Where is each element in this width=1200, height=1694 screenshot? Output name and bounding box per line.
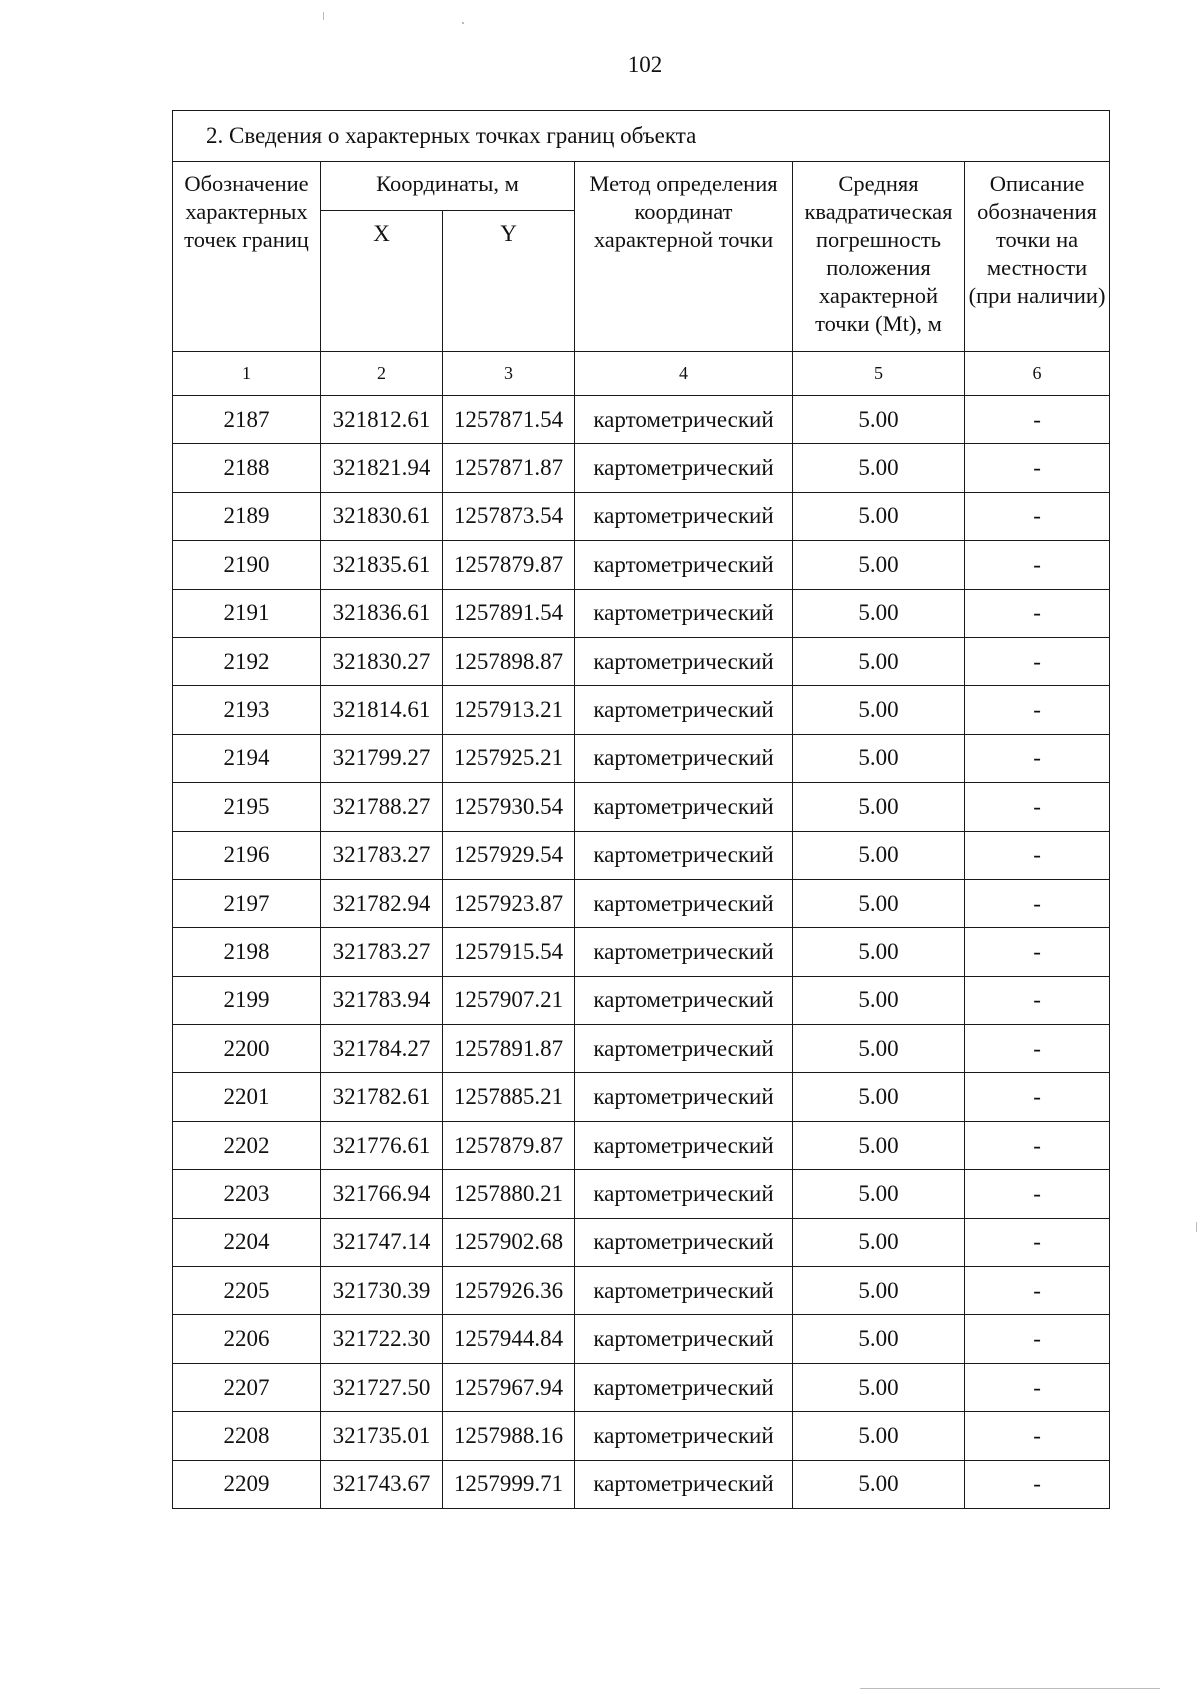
- point-number-cell: 2198: [173, 928, 321, 976]
- header-description: Описание обозначения точки на местности (при наличии): [965, 162, 1110, 352]
- error-cell: 5.00: [793, 1073, 965, 1121]
- error-cell: 5.00: [793, 1267, 965, 1315]
- point-number-cell: 2197: [173, 879, 321, 927]
- x-coordinate-cell: 321783.94: [321, 976, 443, 1024]
- error-cell: 5.00: [793, 1121, 965, 1169]
- x-coordinate-cell: 321835.61: [321, 541, 443, 589]
- x-coordinate-cell: 321722.30: [321, 1315, 443, 1363]
- table-row: [173, 1315, 1110, 1363]
- x-coordinate-cell: 321783.27: [321, 831, 443, 879]
- description-cell: -: [965, 831, 1110, 879]
- point-number-cell: 2194: [173, 734, 321, 782]
- point-number-cell: 2209: [173, 1460, 321, 1508]
- table-body: [173, 396, 1110, 1509]
- method-cell: картометрический: [575, 541, 793, 589]
- point-number-cell: 2199: [173, 976, 321, 1024]
- description-cell: -: [965, 1121, 1110, 1169]
- method-cell: картометрический: [575, 396, 793, 444]
- y-coordinate-cell: 1257885.21: [443, 1073, 575, 1121]
- table-row: [173, 396, 1110, 444]
- column-number: 6: [965, 352, 1110, 396]
- table-row: [173, 831, 1110, 879]
- error-cell: 5.00: [793, 589, 965, 637]
- description-cell: -: [965, 396, 1110, 444]
- x-coordinate-cell: 321830.27: [321, 637, 443, 685]
- description-cell: -: [965, 1267, 1110, 1315]
- table-row: [173, 589, 1110, 637]
- method-cell: картометрический: [575, 1170, 793, 1218]
- error-cell: 5.00: [793, 1025, 965, 1073]
- x-coordinate-cell: 321814.61: [321, 686, 443, 734]
- description-cell: -: [965, 976, 1110, 1024]
- y-coordinate-cell: 1257967.94: [443, 1363, 575, 1411]
- y-coordinate-cell: 1257925.21: [443, 734, 575, 782]
- point-number-cell: 2201: [173, 1073, 321, 1121]
- x-coordinate-cell: 321830.61: [321, 492, 443, 540]
- table-row: [173, 1412, 1110, 1460]
- description-cell: -: [965, 541, 1110, 589]
- x-coordinate-cell: 321730.39: [321, 1267, 443, 1315]
- error-cell: 5.00: [793, 928, 965, 976]
- description-cell: -: [965, 1170, 1110, 1218]
- table-row: [173, 1121, 1110, 1169]
- point-number-cell: 2207: [173, 1363, 321, 1411]
- y-coordinate-cell: 1257879.87: [443, 1121, 575, 1169]
- description-cell: -: [965, 637, 1110, 685]
- method-cell: картометрический: [575, 831, 793, 879]
- description-cell: -: [965, 783, 1110, 831]
- table-row: [173, 686, 1110, 734]
- header-x: X: [321, 211, 443, 352]
- description-cell: -: [965, 1315, 1110, 1363]
- boundary-points-table: [172, 110, 1110, 1509]
- y-coordinate-cell: 1257999.71: [443, 1460, 575, 1508]
- x-coordinate-cell: 321727.50: [321, 1363, 443, 1411]
- x-coordinate-cell: 321735.01: [321, 1412, 443, 1460]
- table-row: [173, 1267, 1110, 1315]
- y-coordinate-cell: 1257915.54: [443, 928, 575, 976]
- table-row: [173, 783, 1110, 831]
- point-number-cell: 2200: [173, 1025, 321, 1073]
- y-coordinate-cell: 1257902.68: [443, 1218, 575, 1266]
- y-coordinate-cell: 1257871.54: [443, 396, 575, 444]
- header-error: Средняя квадратическая погрешность положения характерной точки (Mt), м: [793, 162, 965, 352]
- table-row: [173, 1025, 1110, 1073]
- x-coordinate-cell: 321836.61: [321, 589, 443, 637]
- point-number-cell: 2206: [173, 1315, 321, 1363]
- error-cell: 5.00: [793, 492, 965, 540]
- method-cell: картометрический: [575, 928, 793, 976]
- error-cell: 5.00: [793, 1460, 965, 1508]
- table-row: [173, 734, 1110, 782]
- column-number: 5: [793, 352, 965, 396]
- y-coordinate-cell: 1257891.87: [443, 1025, 575, 1073]
- error-cell: 5.00: [793, 831, 965, 879]
- description-cell: -: [965, 589, 1110, 637]
- page-number: 102: [627, 52, 663, 77]
- description-cell: -: [965, 492, 1110, 540]
- x-coordinate-cell: 321784.27: [321, 1025, 443, 1073]
- y-coordinate-cell: 1257988.16: [443, 1412, 575, 1460]
- error-cell: 5.00: [793, 734, 965, 782]
- column-number: 2: [321, 352, 443, 396]
- column-number-row: [173, 352, 1110, 396]
- description-cell: -: [965, 879, 1110, 927]
- method-cell: картометрический: [575, 637, 793, 685]
- description-cell: -: [965, 928, 1110, 976]
- error-cell: 5.00: [793, 1170, 965, 1218]
- error-cell: 5.00: [793, 1412, 965, 1460]
- x-coordinate-cell: 321788.27: [321, 783, 443, 831]
- error-cell: 5.00: [793, 1218, 965, 1266]
- method-cell: картометрический: [575, 1315, 793, 1363]
- y-coordinate-cell: 1257880.21: [443, 1170, 575, 1218]
- error-cell: 5.00: [793, 1315, 965, 1363]
- point-number-cell: 2196: [173, 831, 321, 879]
- description-cell: -: [965, 444, 1110, 492]
- point-number-cell: 2187: [173, 396, 321, 444]
- method-cell: картометрический: [575, 1267, 793, 1315]
- error-cell: 5.00: [793, 783, 965, 831]
- point-number-cell: 2204: [173, 1218, 321, 1266]
- header-designation: Обозначение характерных точек границ: [173, 162, 321, 352]
- method-cell: картометрический: [575, 444, 793, 492]
- point-number-cell: 2192: [173, 637, 321, 685]
- description-cell: -: [965, 1218, 1110, 1266]
- method-cell: картометрический: [575, 783, 793, 831]
- error-cell: 5.00: [793, 637, 965, 685]
- table-row: [173, 1363, 1110, 1411]
- scan-mark: [860, 1688, 1160, 1689]
- error-cell: 5.00: [793, 444, 965, 492]
- point-number-cell: 2208: [173, 1412, 321, 1460]
- error-cell: 5.00: [793, 686, 965, 734]
- scan-mark: [1196, 1222, 1197, 1232]
- x-coordinate-cell: 321799.27: [321, 734, 443, 782]
- y-coordinate-cell: 1257913.21: [443, 686, 575, 734]
- table-row: [173, 541, 1110, 589]
- point-number-cell: 2191: [173, 589, 321, 637]
- point-number-cell: 2203: [173, 1170, 321, 1218]
- method-cell: картометрический: [575, 1363, 793, 1411]
- x-coordinate-cell: 321782.61: [321, 1073, 443, 1121]
- description-cell: -: [965, 1412, 1110, 1460]
- x-coordinate-cell: 321743.67: [321, 1460, 443, 1508]
- y-coordinate-cell: 1257923.87: [443, 879, 575, 927]
- y-coordinate-cell: 1257907.21: [443, 976, 575, 1024]
- scan-mark: [323, 12, 324, 20]
- x-coordinate-cell: 321776.61: [321, 1121, 443, 1169]
- table-row: [173, 976, 1110, 1024]
- point-number-cell: 2202: [173, 1121, 321, 1169]
- section-title: 2. Сведения о характерных точках границ объекта: [173, 111, 1110, 162]
- method-cell: картометрический: [575, 879, 793, 927]
- header-method: Метод определения координат характерной точки: [575, 162, 793, 352]
- method-cell: картометрический: [575, 1460, 793, 1508]
- x-coordinate-cell: 321783.27: [321, 928, 443, 976]
- method-cell: картометрический: [575, 976, 793, 1024]
- x-coordinate-cell: 321766.94: [321, 1170, 443, 1218]
- table-row: [173, 928, 1110, 976]
- description-cell: -: [965, 1460, 1110, 1508]
- point-number-cell: 2189: [173, 492, 321, 540]
- method-cell: картометрический: [575, 1073, 793, 1121]
- method-cell: картометрический: [575, 1121, 793, 1169]
- table-row: [173, 1073, 1110, 1121]
- x-coordinate-cell: 321821.94: [321, 444, 443, 492]
- table-row: [173, 492, 1110, 540]
- error-cell: 5.00: [793, 396, 965, 444]
- error-cell: 5.00: [793, 976, 965, 1024]
- error-cell: 5.00: [793, 879, 965, 927]
- error-cell: 5.00: [793, 541, 965, 589]
- method-cell: картометрический: [575, 492, 793, 540]
- method-cell: картометрический: [575, 1218, 793, 1266]
- y-coordinate-cell: 1257930.54: [443, 783, 575, 831]
- y-coordinate-cell: 1257879.87: [443, 541, 575, 589]
- point-number-cell: 2188: [173, 444, 321, 492]
- description-cell: -: [965, 734, 1110, 782]
- table-row: [173, 444, 1110, 492]
- description-cell: -: [965, 1363, 1110, 1411]
- x-coordinate-cell: 321812.61: [321, 396, 443, 444]
- header-y: Y: [443, 211, 575, 352]
- point-number-cell: 2193: [173, 686, 321, 734]
- y-coordinate-cell: 1257873.54: [443, 492, 575, 540]
- table-row: [173, 1460, 1110, 1508]
- table-row: [173, 879, 1110, 927]
- y-coordinate-cell: 1257929.54: [443, 831, 575, 879]
- x-coordinate-cell: 321747.14: [321, 1218, 443, 1266]
- y-coordinate-cell: 1257891.54: [443, 589, 575, 637]
- method-cell: картометрический: [575, 1025, 793, 1073]
- method-cell: картометрический: [575, 589, 793, 637]
- table-row: [173, 637, 1110, 685]
- method-cell: картометрический: [575, 734, 793, 782]
- point-number-cell: 2195: [173, 783, 321, 831]
- y-coordinate-cell: 1257944.84: [443, 1315, 575, 1363]
- header-coordinates: Координаты, м: [321, 162, 575, 211]
- y-coordinate-cell: 1257871.87: [443, 444, 575, 492]
- description-cell: -: [965, 686, 1110, 734]
- description-cell: -: [965, 1073, 1110, 1121]
- description-cell: -: [965, 1025, 1110, 1073]
- scan-mark: [462, 22, 464, 24]
- table-row: [173, 1218, 1110, 1266]
- column-number: 3: [443, 352, 575, 396]
- method-cell: картометрический: [575, 686, 793, 734]
- table-row: [173, 1170, 1110, 1218]
- error-cell: 5.00: [793, 1363, 965, 1411]
- method-cell: картометрический: [575, 1412, 793, 1460]
- y-coordinate-cell: 1257926.36: [443, 1267, 575, 1315]
- point-number-cell: 2190: [173, 541, 321, 589]
- x-coordinate-cell: 321782.94: [321, 879, 443, 927]
- y-coordinate-cell: 1257898.87: [443, 637, 575, 685]
- column-number: 4: [575, 352, 793, 396]
- column-number: 1: [173, 352, 321, 396]
- point-number-cell: 2205: [173, 1267, 321, 1315]
